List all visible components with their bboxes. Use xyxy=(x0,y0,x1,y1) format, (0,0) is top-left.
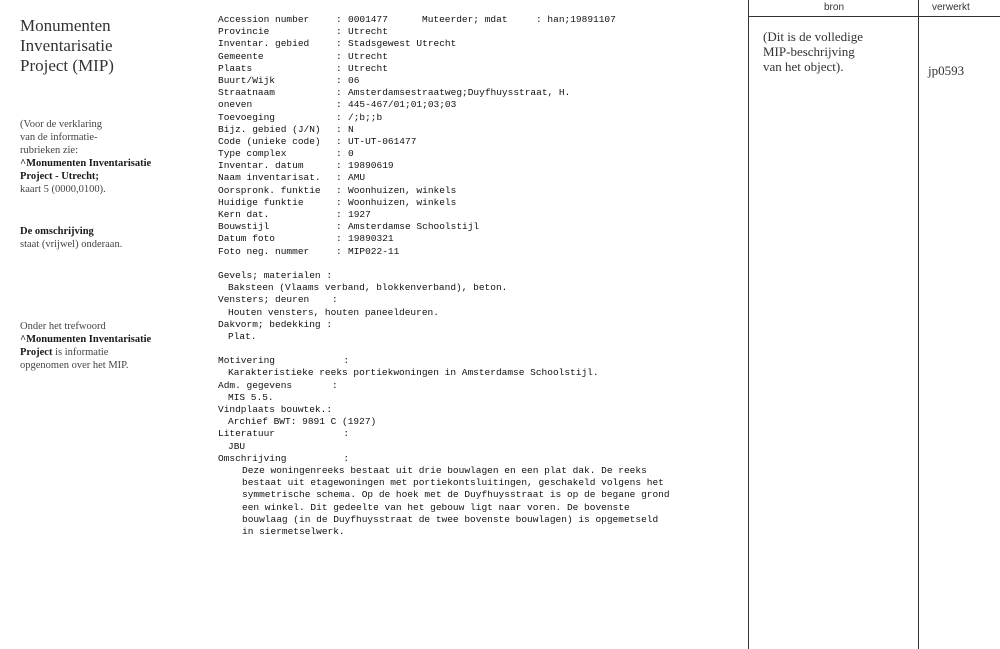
field-row xyxy=(218,185,738,197)
section-body: Baksteen (Vlaams verband, blokkenverband), beton. xyxy=(228,282,508,294)
field-label: Gemeente xyxy=(218,50,264,62)
field-separator: : xyxy=(336,14,342,25)
side-note-omschrijving xyxy=(20,225,190,251)
field-value: AMU xyxy=(348,172,366,184)
field-label: Type complex xyxy=(218,148,287,160)
field-value: 06 xyxy=(348,74,360,86)
note-line: van de informatie- xyxy=(20,132,98,143)
field-row xyxy=(218,26,738,38)
field-row xyxy=(218,136,738,148)
field-row xyxy=(218,38,738,50)
field-separator: : xyxy=(336,160,342,172)
field-separator: : xyxy=(336,62,342,74)
col-header-verwerkt: verwerkt xyxy=(932,2,970,13)
section-heading: Gevels; materialen : xyxy=(218,269,333,281)
field-row xyxy=(218,246,738,258)
field-label: Inventar. gebied xyxy=(218,38,310,50)
section-heading: Vindplaats bouwtek.: xyxy=(218,404,333,416)
field-value: /;b;;b xyxy=(348,111,383,123)
field-separator: : xyxy=(336,111,342,123)
field-value: MIP022-11 xyxy=(348,245,400,257)
field-row xyxy=(218,124,738,136)
side-note-verklaring xyxy=(20,118,190,196)
field-label: Toevoeging xyxy=(218,111,276,123)
field-label: Inventar. datum xyxy=(218,160,304,172)
field-separator: : xyxy=(336,38,342,50)
field-separator: : xyxy=(336,233,342,245)
source-table xyxy=(748,0,1000,649)
field-label: Bijz. gebied (J/N) xyxy=(218,123,321,135)
field-value: Amsterdamsestraatweg;Duyfhuysstraat, H. xyxy=(348,87,571,99)
bron-line: (Dit is de volledige xyxy=(763,29,864,44)
field-row xyxy=(218,197,738,209)
field-label: Buurt/Wijk xyxy=(218,74,276,86)
omschrijving-line: symmetrische schema. Op de hoek met de Duyfhuysstraat is op de begane grond xyxy=(242,489,670,501)
brand-title xyxy=(20,16,190,76)
field-separator: : xyxy=(336,123,342,135)
field-label: Provincie xyxy=(218,26,270,38)
omschrijving-line: Deze woningenreeks bestaat uit drie bouwlagen en een plat dak. De reeks xyxy=(242,465,647,477)
field-value: 19890321 xyxy=(348,233,394,245)
note-link-line[interactable]: ^Monumenten Inventarisatie xyxy=(20,334,152,345)
field-separator: : xyxy=(336,196,342,208)
note-bold: De omschrijving xyxy=(20,226,94,237)
section-body: MIS 5.5. xyxy=(228,391,274,403)
muteerder-line: Muteerder; mdat : han;19891107 xyxy=(422,14,616,25)
field-row xyxy=(218,87,738,99)
field-row xyxy=(218,99,738,111)
field-row xyxy=(218,63,738,75)
bron-line: MIP-beschrijving xyxy=(763,44,855,59)
field-label: Oorspronk. funktie xyxy=(218,184,321,196)
field-value: 445-467/01;01;03;03 xyxy=(348,99,457,111)
field-label: Bouwstijl xyxy=(218,221,270,233)
field-value: 1927 xyxy=(348,209,371,220)
spacer xyxy=(218,258,738,270)
section-body: JBU xyxy=(228,440,246,452)
field-label: Code (unieke code) xyxy=(218,135,321,147)
field-separator: : xyxy=(336,221,342,233)
section-body: Karakteristieke reeks portiekwoningen in Amsterdamse Schoolstijl. xyxy=(228,367,599,379)
field-row xyxy=(218,14,738,26)
section-heading: Literatuur : xyxy=(218,428,350,440)
field-separator: : xyxy=(336,26,342,38)
omschrijving-line: in siermetselwerk. xyxy=(242,526,345,538)
record-panel xyxy=(218,14,738,538)
field-value: 0 xyxy=(348,148,354,160)
field-value: Woonhuizen, winkels xyxy=(348,196,457,208)
note-link-line[interactable]: Project - Utrecht; xyxy=(20,171,99,182)
note-line: (Voor de verklaring xyxy=(20,119,103,130)
section-heading: Dakvorm; bedekking : xyxy=(218,318,333,330)
field-value: 0001477 xyxy=(348,14,388,25)
section-body: Plat. xyxy=(228,330,257,342)
brand-title-line: Monumenten xyxy=(20,16,111,35)
note-line: opgenomen over het MIP. xyxy=(20,360,129,371)
section-body: Archief BWT: 9891 C (1927) xyxy=(228,416,377,428)
field-row xyxy=(218,233,738,245)
section-body: Houten vensters, houten paneeldeuren. xyxy=(228,306,439,318)
field-row xyxy=(218,75,738,87)
field-label: oneven xyxy=(218,99,253,111)
field-value: Stadsgewest Utrecht xyxy=(348,38,457,50)
field-row xyxy=(218,172,738,184)
field-row xyxy=(218,148,738,160)
section-heading: Adm. gegevens : xyxy=(218,379,338,391)
field-label: Kern dat. xyxy=(218,209,270,220)
field-value: Amsterdamse Schoolstijl xyxy=(348,221,480,233)
field-value: N xyxy=(348,123,354,135)
field-value: Utrecht xyxy=(348,50,388,62)
field-separator: : xyxy=(336,245,342,257)
side-note-trefwoord xyxy=(20,320,190,372)
omschrijving-heading: Omschrijving : xyxy=(218,452,350,464)
note-line: Onder het trefwoord xyxy=(20,321,106,332)
omschrijving-line: bestaat uit etagewoningen met portiekontsluitingen, geschakeld volgens het xyxy=(242,477,664,489)
brand-title-line: Project (MIP) xyxy=(20,56,114,75)
field-separator: : xyxy=(336,184,342,196)
note-line: staat (vrijwel) onderaan. xyxy=(20,239,123,250)
field-row xyxy=(218,209,738,221)
omschrijving-line: bouwlaag (in de Duyfhuysstraat de twee bovenste bouwlagen) is opgemetseld xyxy=(242,513,659,525)
field-value: Utrecht xyxy=(348,62,388,74)
sidebar xyxy=(20,16,190,371)
field-separator: : xyxy=(336,50,342,62)
field-row xyxy=(218,112,738,124)
table-header-rule xyxy=(748,16,1000,17)
field-value: UT-UT-061477 xyxy=(348,135,417,147)
field-separator: : xyxy=(336,172,342,184)
note-link-line[interactable]: Project is informatie xyxy=(20,347,109,358)
note-line: kaart 5 (0000,0100). xyxy=(20,184,106,195)
field-label: Huidige funktie xyxy=(218,196,304,208)
field-label: Plaats xyxy=(218,62,253,74)
note-link-line[interactable]: ^Monumenten Inventarisatie xyxy=(20,158,152,169)
field-value: Woonhuizen, winkels xyxy=(348,184,457,196)
field-value: 19890619 xyxy=(348,160,394,172)
field-label: Foto neg. nummer xyxy=(218,245,310,257)
field-label: Accession number xyxy=(218,14,310,25)
field-row xyxy=(218,221,738,233)
field-label: Datum foto xyxy=(218,233,276,245)
omschrijving-line: een winkel. Dit gedeelte van het gebouw ligt naar voren. De bovenste xyxy=(242,501,630,513)
bron-text xyxy=(763,29,913,74)
field-value: Utrecht xyxy=(348,26,388,38)
field-label: Naam inventarisat. xyxy=(218,172,321,184)
brand-title-line: Inventarisatie xyxy=(20,36,113,55)
col-header-bron: bron xyxy=(824,2,845,13)
field-row xyxy=(218,51,738,63)
field-row xyxy=(218,160,738,172)
field-separator: : xyxy=(336,135,342,147)
note-line: rubrieken zie: xyxy=(20,145,79,156)
spacer xyxy=(218,343,738,355)
field-separator: : xyxy=(336,74,342,86)
section-heading: Motivering : xyxy=(218,355,350,367)
section-heading: Vensters; deuren : xyxy=(218,294,338,306)
verwerkt-value: jp0593 xyxy=(928,63,965,78)
table-divider xyxy=(918,0,919,649)
field-separator: : xyxy=(336,87,342,99)
field-separator: : xyxy=(336,209,342,220)
field-separator: : xyxy=(336,99,342,111)
table-divider xyxy=(748,0,749,649)
field-separator: : xyxy=(336,148,342,160)
field-label: Straatnaam xyxy=(218,87,276,99)
bron-line: van het object). xyxy=(763,59,844,74)
